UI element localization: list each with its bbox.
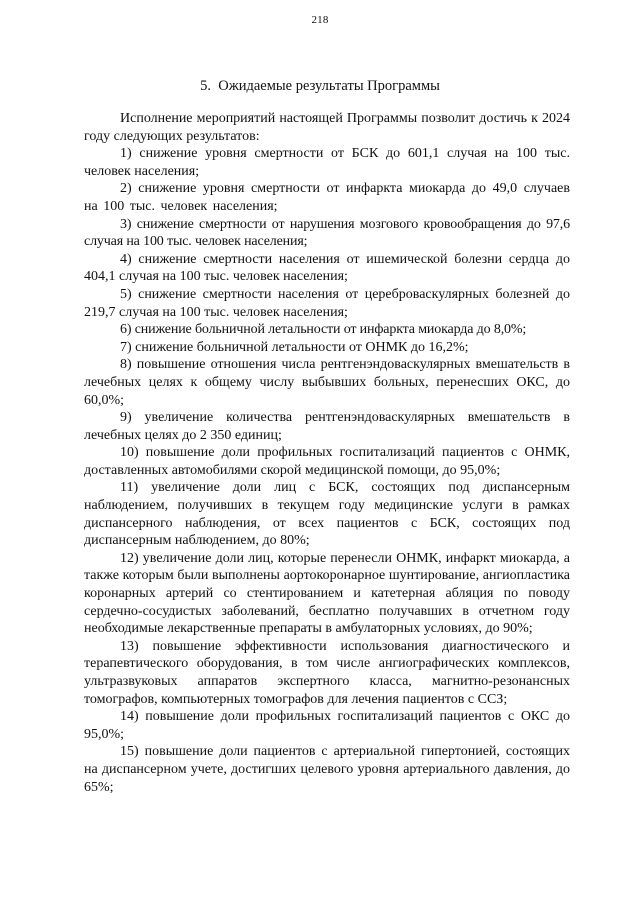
result-item: 14) повышение доли профильных госпитализаций пациентов с ОКС до 95,0%; (84, 709, 570, 742)
result-item: 13) повышение эффективности использования диагностического и терапевтического оборудования, в том числе ангиографических комплексов, ультразвуковых аппаратов экспертного класса, магнитно-резонансных томографов, компьютерных томографов для лечения пациентов с ССЗ; (84, 638, 570, 707)
result-item: 8) повышение отношения числа рентгенэндоваскулярных вмешательств в лечебных целях к общему числу выбывших больных, перенесших ОКС, до 60,0%; (84, 357, 570, 408)
result-item: 9) увеличение количества рентгенэндоваскулярных вмешательств в лечебных целях до 2 350 единиц; (84, 410, 570, 443)
results-text (84, 110, 570, 796)
result-item: 3) снижение смертности от нарушения мозгового кровообращения до 97,6 случая на 100 тыс. человек населения; (84, 216, 570, 250)
result-item: 11) увеличение доли лиц с БСК, состоящих под диспансерным наблюдением, получивших в текущем году медицинские услуги в рамках диспансерного наблюдения, от всех пациентов с БСК, состоящих под диспансерным наблюдением, до 80%; (84, 480, 570, 549)
result-item: 1) снижение уровня смертности от БСК до 601,1 случая на 100 тыс. человек населения; (84, 146, 570, 179)
result-item: 10) повышение доли профильных госпитализаций пациентов с ОНМК, доставленных автомобилями скорой медицинской помощи, до 95,0%; (84, 445, 570, 478)
result-item: 15) повышение доли пациентов с артериальной гипертонией, состоящих на диспансерном учете, достигших целевого уровня артериального давления, до 65%; (84, 744, 570, 795)
result-item: 2) снижение уровня смертности от инфаркта миокарда до 49,0 случаев на 100 тыс. человек населения; (84, 181, 570, 214)
result-item: 12) увеличение доли лиц, которые перенесли ОНМК, инфаркт миокарда, а также которым были выполнены аортокоронарное шунтирование, ангиопластика коронарных артерий со стентированием и катетерная абляция по поводу сердечно-сосудистых заболеваний, бесплатно получавших в отчетном году необходимые лекарственные препараты в амбулаторных условиях, до 90%; (84, 550, 570, 637)
page-number: 218 (311, 14, 329, 26)
section-title: 5. Ожидаемые результаты Программы (200, 78, 440, 94)
result-item: 6) снижение больничной летальности от инфаркта миокарда до 8,0%; (120, 322, 527, 338)
result-item: 5) снижение смертности населения от цереброваскулярных болезней до 219,7 случая на 100 тыс. человек населения; (84, 286, 570, 320)
result-item: 4) снижение смертности населения от ишемической болезни сердца до 404,1 случая на 100 тыс. человек населения; (84, 251, 570, 285)
result-item: 7) снижение больничной летальности от ОНМК до 16,2%; (120, 339, 469, 355)
intro-paragraph: Исполнение мероприятий настоящей Программы позволит достичь к 2024 году следующих результатов: (84, 111, 570, 144)
